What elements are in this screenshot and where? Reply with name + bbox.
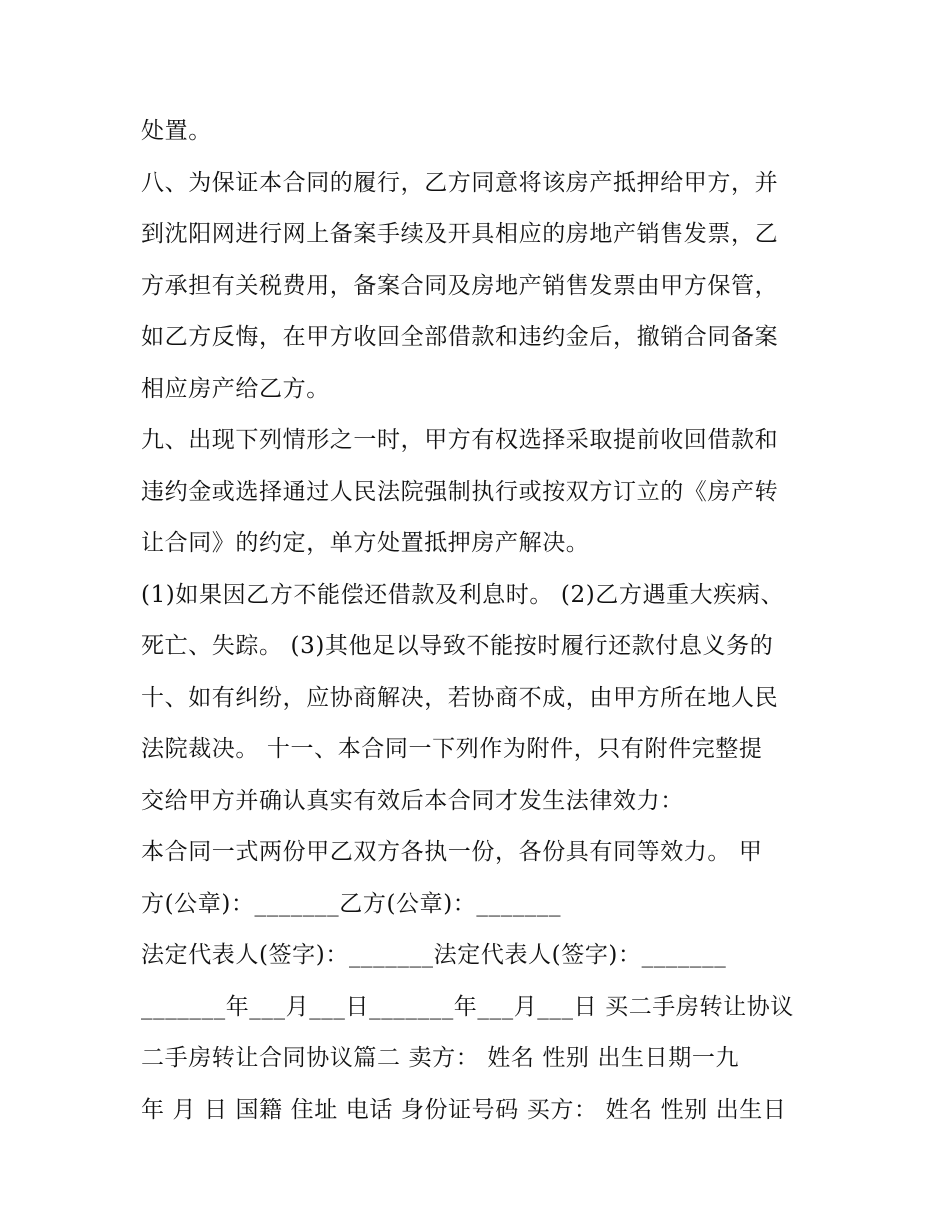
text-line: 二手房转让合同协议篇二 卖方： 姓名 性别 出生日期一九 (141, 1045, 740, 1071)
text-line: 十、如有纠纷，应协商解决，若协商不成，由甲方所在地人民 (141, 684, 779, 711)
text-line: (1)如果因乙方不能偿还借款及利息时。 (2)乙方遇重大疾病、 (141, 581, 785, 608)
text-line: 让合同》的约定，单方处置抵押房产解决。 (141, 530, 590, 556)
signature-line-company: 方(公章)：_______乙方(公章)：_______ (141, 890, 562, 917)
signature-line-representative: 法定代表人(签字)：_______法定代表人(签字)：_______ (141, 942, 727, 968)
text-line: 相应房产给乙方。 (141, 375, 330, 402)
text-line: 八、为保证本合同的履行，乙方同意将该房产抵押给甲方，并 (141, 169, 779, 196)
document-body (141, 106, 821, 1136)
text-line: 死亡、失踪。 (3)其他足以导致不能按时履行还款付息义务的 (141, 633, 774, 659)
date-line: _______年___月___日_______年___月___日 买二手房转让协议 (141, 993, 794, 1020)
text-line: 如乙方反悔，在甲方收回全部借款和违约金后，撤销合同备案 (141, 324, 779, 350)
text-line: 法院裁决。 十一、本合同一下列作为附件，只有附件完整提 (141, 736, 763, 762)
text-line: 方承担有关税费用，备案合同及房地产销售发票由甲方保管， (141, 272, 779, 299)
text-line: 处置。 (141, 118, 212, 144)
text-line: 本合同一式两份甲乙双方各执一份，各份具有同等效力。 甲 (141, 839, 763, 865)
text-line: 违约金或选择通过人民法院强制执行或按双方订立的《房产转 (141, 478, 779, 505)
text-line: 九、出现下列情形之一时，甲方有权选择采取提前收回借款和 (141, 427, 779, 453)
text-line: 交给甲方并确认真实有效后本合同才发生法律效力： (141, 787, 684, 814)
text-line: 到沈阳网进行网上备案手续及开具相应的房地产销售发票，乙 (141, 221, 779, 247)
text-line: 年 月 日 国籍 住址 电话 身份证号码 买方： 姓名 性别 出生日 (141, 1096, 787, 1123)
